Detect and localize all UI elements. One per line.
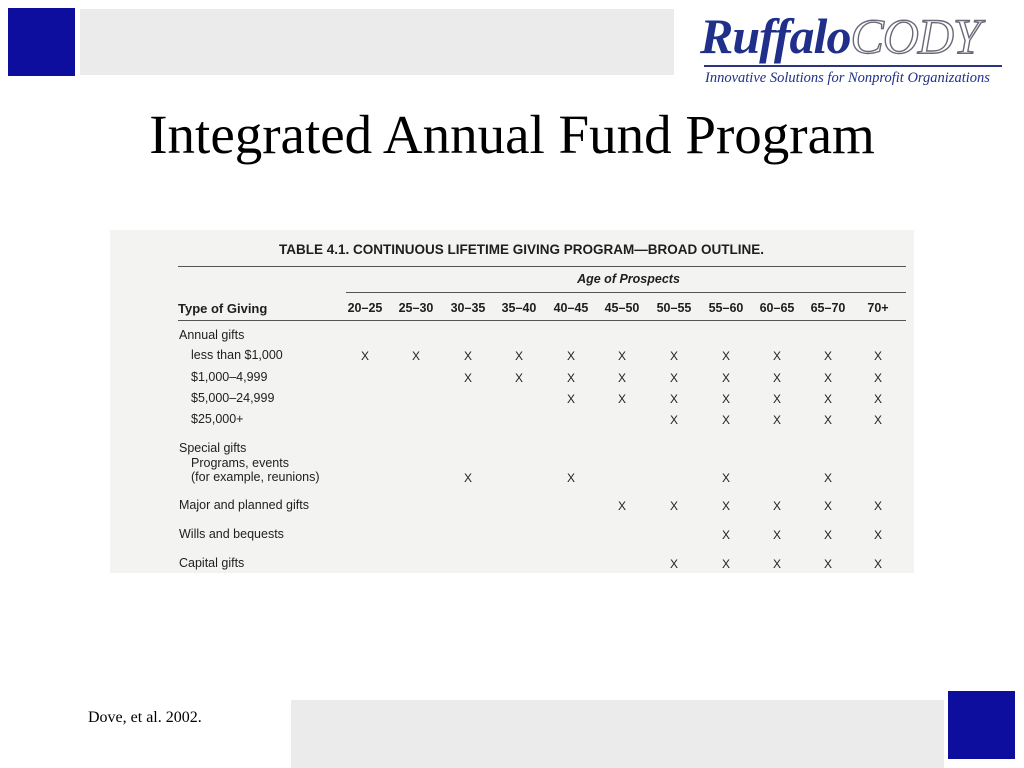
table-caption: TABLE 4.1. CONTINUOUS LIFETIME GIVING PROGRAM—BROAD OUTLINE.	[279, 242, 765, 257]
age-column-header: 20–25	[347, 301, 383, 315]
table-mark: X	[721, 528, 730, 542]
logo-name-part2: CODY	[850, 8, 980, 64]
logo-name-part1: Ruffalo	[700, 8, 851, 64]
giving-program-table	[110, 230, 914, 573]
top-gray-band	[80, 9, 674, 75]
table-mark: X	[772, 528, 781, 542]
ruffalocody-logo	[700, 8, 1010, 90]
row-label: $1,000–4,999	[191, 370, 268, 384]
table-mark: X	[873, 499, 882, 513]
table-mark: X	[514, 371, 523, 385]
table-mark: X	[514, 349, 523, 363]
row-label: (for example, reunions)	[191, 470, 320, 484]
bottom-right-blue-square	[948, 691, 1015, 759]
row-label: less than $1,000	[191, 348, 283, 362]
table-mark: X	[823, 392, 832, 406]
age-column-header: 60–65	[759, 301, 795, 315]
table-mark: X	[669, 349, 678, 363]
table-mark: X	[873, 557, 882, 571]
age-column-header: 50–55	[656, 301, 692, 315]
table-mark: X	[823, 499, 832, 513]
table-mark: X	[823, 371, 832, 385]
table-mark: X	[823, 413, 832, 427]
row-label: Major and planned gifts	[179, 498, 309, 512]
row-label: Programs, events	[191, 456, 289, 470]
age-group-rule	[346, 292, 906, 293]
table-mark: X	[772, 392, 781, 406]
age-column-header: 35–40	[501, 301, 537, 315]
table-mark: X	[669, 371, 678, 385]
table-mark: X	[873, 349, 882, 363]
logo-wordmark	[700, 8, 980, 64]
table-top-rule	[178, 266, 906, 267]
top-left-blue-square	[8, 8, 75, 76]
table-mark: X	[721, 557, 730, 571]
age-column-header: 70+	[867, 301, 889, 315]
type-of-giving-header: Type of Giving	[178, 301, 268, 316]
table-mark: X	[411, 349, 420, 363]
bottom-gray-band	[291, 700, 944, 768]
table-mark: X	[873, 413, 882, 427]
logo-divider	[704, 65, 1002, 67]
table-mark: X	[772, 557, 781, 571]
table-mark: X	[823, 471, 832, 485]
table-mark: X	[772, 413, 781, 427]
table-mark: X	[566, 371, 575, 385]
table-mark: X	[669, 499, 678, 513]
table-mark: X	[669, 413, 678, 427]
age-column-header: 30–35	[450, 301, 486, 315]
row-label: $25,000+	[191, 412, 244, 426]
row-label: $5,000–24,999	[191, 391, 275, 405]
table-mark: X	[721, 471, 730, 485]
slide-title: Integrated Annual Fund Program	[149, 104, 875, 165]
table-mark: X	[721, 392, 730, 406]
table-mark: X	[360, 349, 369, 363]
table-mark: X	[721, 499, 730, 513]
table-mark: X	[617, 392, 626, 406]
row-label: Wills and bequests	[179, 527, 284, 541]
table-mark: X	[772, 499, 781, 513]
age-column-header: 55–60	[708, 301, 744, 315]
table-mark: X	[463, 471, 472, 485]
table-mark: X	[721, 413, 730, 427]
age-column-header: 45–50	[604, 301, 640, 315]
table-mark: X	[721, 349, 730, 363]
citation-text: Dove, et al. 2002.	[88, 709, 202, 726]
table-mark: X	[617, 499, 626, 513]
table-mark: X	[669, 392, 678, 406]
table-mark: X	[617, 371, 626, 385]
age-column-header: 25–30	[398, 301, 434, 315]
logo-tagline: Innovative Solutions for Nonprofit Organizations	[705, 70, 990, 86]
table-mark: X	[823, 528, 832, 542]
age-group-header: Age of Prospects	[577, 272, 680, 286]
table-mark: X	[463, 371, 472, 385]
table-mark: X	[823, 557, 832, 571]
table-mark: X	[823, 349, 832, 363]
table-mark: X	[873, 392, 882, 406]
header-bottom-rule	[178, 320, 906, 321]
table-mark: X	[772, 349, 781, 363]
row-label: Special gifts	[179, 441, 247, 455]
table-mark: X	[566, 392, 575, 406]
row-label: Annual gifts	[179, 328, 245, 342]
table-mark: X	[772, 371, 781, 385]
table-mark: X	[873, 528, 882, 542]
row-label: Capital gifts	[179, 556, 245, 570]
table-mark: X	[873, 371, 882, 385]
table-mark: X	[669, 557, 678, 571]
table-mark: X	[566, 471, 575, 485]
age-column-header: 40–45	[553, 301, 589, 315]
table-mark: X	[617, 349, 626, 363]
age-column-header: 65–70	[810, 301, 846, 315]
table-mark: X	[566, 349, 575, 363]
table-mark: X	[463, 349, 472, 363]
table-mark: X	[721, 371, 730, 385]
